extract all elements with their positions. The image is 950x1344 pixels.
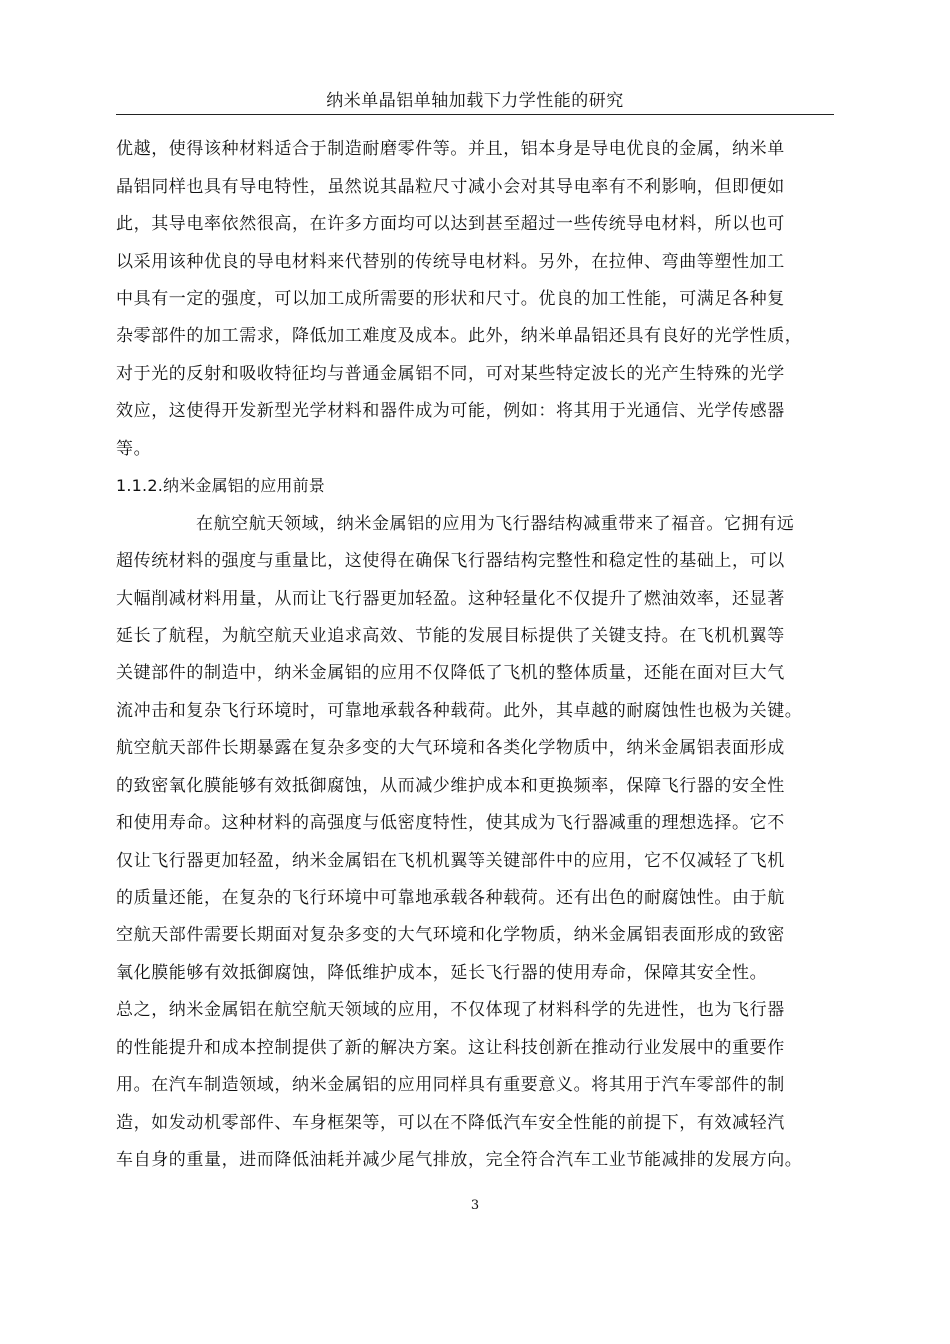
- paragraph-1-line: 对于光的反射和吸收特征均与普通金属铝不同，可对某些特定波长的光产生特殊的光学: [116, 364, 785, 384]
- paragraph-1-line: 此，其导电率依然很高，在许多方面均可以达到甚至超过一些传统导电材料，所以也可: [116, 214, 785, 234]
- paragraph-2-line: 大幅削减材料用量，从而让飞行器更加轻盈。这种轻量化不仅提升了燃油效率，还显著: [116, 589, 785, 609]
- paragraph-2-line: 的质量还能，在复杂的飞行环境中可靠地承载各种载荷。还有出色的耐腐蚀性。由于航: [116, 888, 785, 908]
- paragraph-2-line: 超传统材料的强度与重量比，这使得在确保飞行器结构完整性和稳定性的基础上，可以: [116, 551, 785, 571]
- header-divider: [116, 114, 834, 115]
- paragraph-1-line: 杂零部件的加工需求，降低加工难度及成本。此外，纳米单晶铝还具有良好的光学性质，: [116, 326, 803, 346]
- page-number: 3: [470, 1198, 480, 1213]
- section-heading: 1.1.2.纳米金属铝的应用前景: [116, 476, 325, 495]
- paragraph-2-line: 流冲击和复杂飞行环境时，可靠地承载各种载荷。此外，其卓越的耐腐蚀性也极为关键。: [116, 701, 803, 721]
- paragraph-2-line: 航空航天部件长期暴露在复杂多变的大气环境和各类化学物质中，纳米金属铝表面形成: [116, 738, 785, 758]
- paragraph-3-line: 的性能提升和成本控制提供了新的解决方案。这让科技创新在推动行业发展中的重要作: [116, 1038, 785, 1058]
- paragraph-1-line: 效应，这使得开发新型光学材料和器件成为可能，例如：将其用于光通信、光学传感器: [116, 401, 785, 421]
- paragraph-2-line: 空航天部件需要长期面对复杂多变的大气环境和化学物质，纳米金属铝表面形成的致密: [116, 925, 785, 945]
- paragraph-1-line: 优越，使得该种材料适合于制造耐磨零件等。并且，铝本身是导电优良的金属，纳米单: [116, 139, 785, 159]
- paragraph-3-line: 车自身的重量，进而降低油耗并减少尾气排放，完全符合汽车工业节能减排的发展方向。: [116, 1150, 803, 1170]
- paragraph-2-line: 的致密氧化膜能够有效抵御腐蚀，从而减少维护成本和更换频率，保障飞行器的安全性: [116, 776, 785, 796]
- paragraph-2-line: 仅让飞行器更加轻盈，纳米金属铝在飞机机翼等关键部件中的应用，它不仅减轻了飞机: [116, 851, 785, 871]
- paragraph-2-line: 关键部件的制造中，纳米金属铝的应用不仅降低了飞机的整体质量，还能在面对巨大气: [116, 663, 785, 683]
- paragraph-2-line: 在航空航天领域，纳米金属铝的应用为飞行器结构减重带来了福音。它拥有远: [196, 514, 795, 534]
- paragraph-1-line: 以采用该种优良的导电材料来代替别的传统导电材料。另外，在拉伸、弯曲等塑性加工: [116, 252, 785, 272]
- paragraph-1-line: 晶铝同样也具有导电特性，虽然说其晶粒尺寸减小会对其导电率有不利影响，但即便如: [116, 177, 785, 197]
- running-header-title: 纳米单晶铝单轴加载下力学性能的研究: [326, 91, 624, 111]
- paragraph-3-line: 用。在汽车制造领域，纳米金属铝的应用同样具有重要意义。将其用于汽车零部件的制: [116, 1075, 785, 1095]
- paragraph-1-line: 中具有一定的强度，可以加工成所需要的形状和尺寸。优良的加工性能，可满足各种复: [116, 289, 785, 309]
- paragraph-3-line: 造，如发动机零部件、车身框架等，可以在不降低汽车安全性能的前提下，有效减轻汽: [116, 1113, 785, 1133]
- paragraph-2-line: 延长了航程，为航空航天业追求高效、节能的发展目标提供了关键支持。在飞机机翼等: [116, 626, 785, 646]
- paragraph-1-line: 等。: [116, 439, 152, 459]
- paragraph-2-line: 和使用寿命。这种材料的高强度与低密度特性，使其成为飞行器减重的理想选择。它不: [116, 813, 785, 833]
- paragraph-3-line: 总之，纳米金属铝在航空航天领域的应用，不仅体现了材料科学的先进性，也为飞行器: [116, 1000, 785, 1020]
- paragraph-2-line: 氧化膜能够有效抵御腐蚀，降低维护成本，延长飞行器的使用寿命，保障其安全性。: [116, 963, 768, 983]
